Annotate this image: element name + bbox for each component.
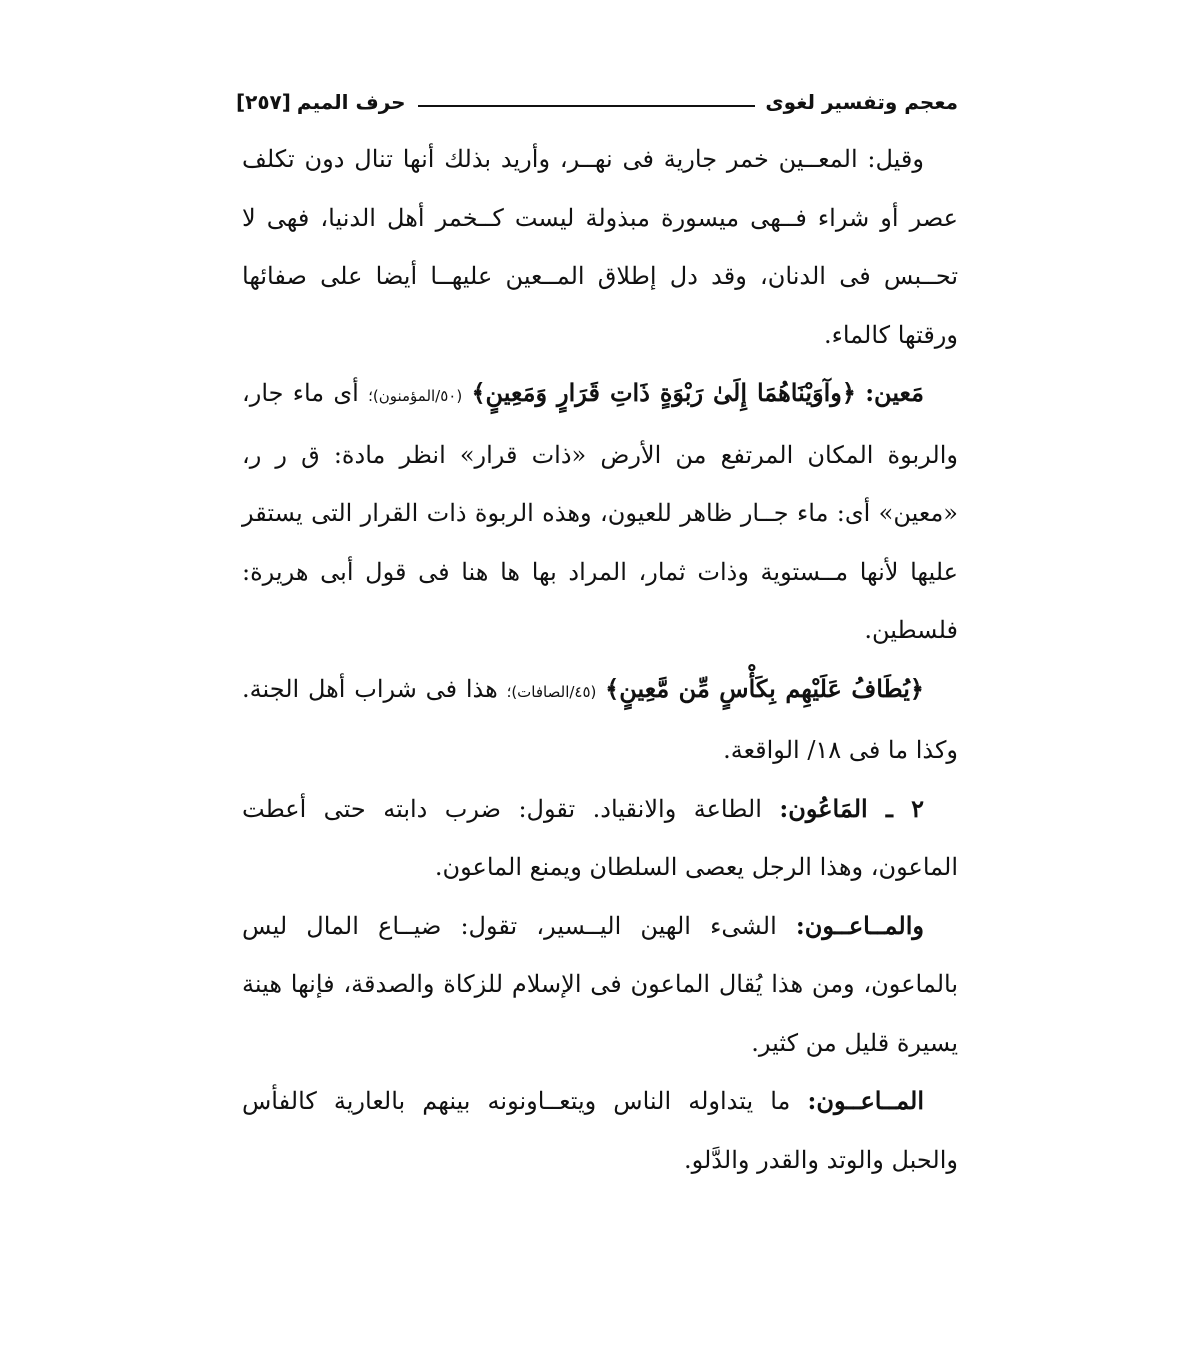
verse-citation: (٥٠/المؤمنون)؛: [368, 387, 463, 405]
paragraph-2: [242, 364, 958, 660]
paragraph-6: [242, 1072, 958, 1189]
paragraph-text: هذا فى شراب أهل الجنة. وكذا ما فى ١٨/ الواقعة.: [242, 674, 958, 764]
running-header: [236, 74, 958, 114]
entry-term: ٢ ـ المَاعُون:: [779, 793, 924, 823]
paragraph-text: وقيل: المعــين خمر جارية فى نهــر، وأريد بذلك أنها تنال دون تكلف عصر أو شراء فــهى ميسورة مبذولة ليست كــخمر أهل الدنيا، فهى لا تحــبس فى الدنان، وقد دل إطلاق المــعين عليهــا أيضا على صفائها ورقتها كالماء.: [242, 145, 959, 349]
paragraph-1: [242, 130, 958, 364]
entry-term: والمــاعــون:: [795, 910, 924, 940]
paragraph-5: [242, 897, 958, 1073]
paragraph-text: أى ماء جار، والربوة المكان المرتفع من الأرض «ذات قرار» انظر مادة: ق ر ر، «معين» أى: ماء جــار ظاهر للعيون، وهذه الربوة ذات القرار التى يستقر عليها لأنها مــستوية وذات ثمار، المراد بها ها هنا فى قول أبى هريرة: فلسطين.: [242, 379, 958, 644]
header-rule: [418, 105, 756, 107]
entry-term: مَعين:: [865, 378, 924, 407]
book-title: معجم وتفسير لغوى: [765, 90, 958, 114]
verse-citation: (٤٥/الصافات)؛: [506, 682, 597, 701]
paragraph-4: [242, 780, 958, 897]
paragraph-text: الطاعة والانقياد. تقول: ضرب دابته حتى أعطت الماعون، وهذا الرجل يعصى السلطان ويمنع الماعون.: [242, 794, 958, 881]
page-body: [242, 130, 958, 1189]
quran-verse: ﴿وآوَيْنَاهُمَا إِلَىٰ رَبْوَةٍ ذَاتِ قَرَارٍ وَمَعِينٍ﴾: [471, 378, 856, 407]
paragraph-text: الشىء الهين اليــسير، تقول: ضيــاع المال ليس بالماعون، ومن هذا يُقال الماعون فى الإسلام للزكاة والصدقة، فإنها هينة يسيرة قليل من كثير.: [242, 911, 958, 1057]
page-number: [٢٥٧]: [236, 90, 291, 114]
entry-term: المــاعــون:: [807, 1086, 924, 1115]
paragraph-text: ما يتداوله الناس ويتعــاونونه بينهم بالعارية كالفأس والحبل والوتد والقدر والدَّلو.: [242, 1087, 958, 1174]
paragraph-3: [242, 660, 958, 780]
section-title: حرف الميم: [296, 90, 406, 114]
quran-verse: ﴿يُطَافُ عَلَيْهِم بِكَأْسٍ مِّن مَّعِينٍ﴾: [605, 673, 924, 703]
